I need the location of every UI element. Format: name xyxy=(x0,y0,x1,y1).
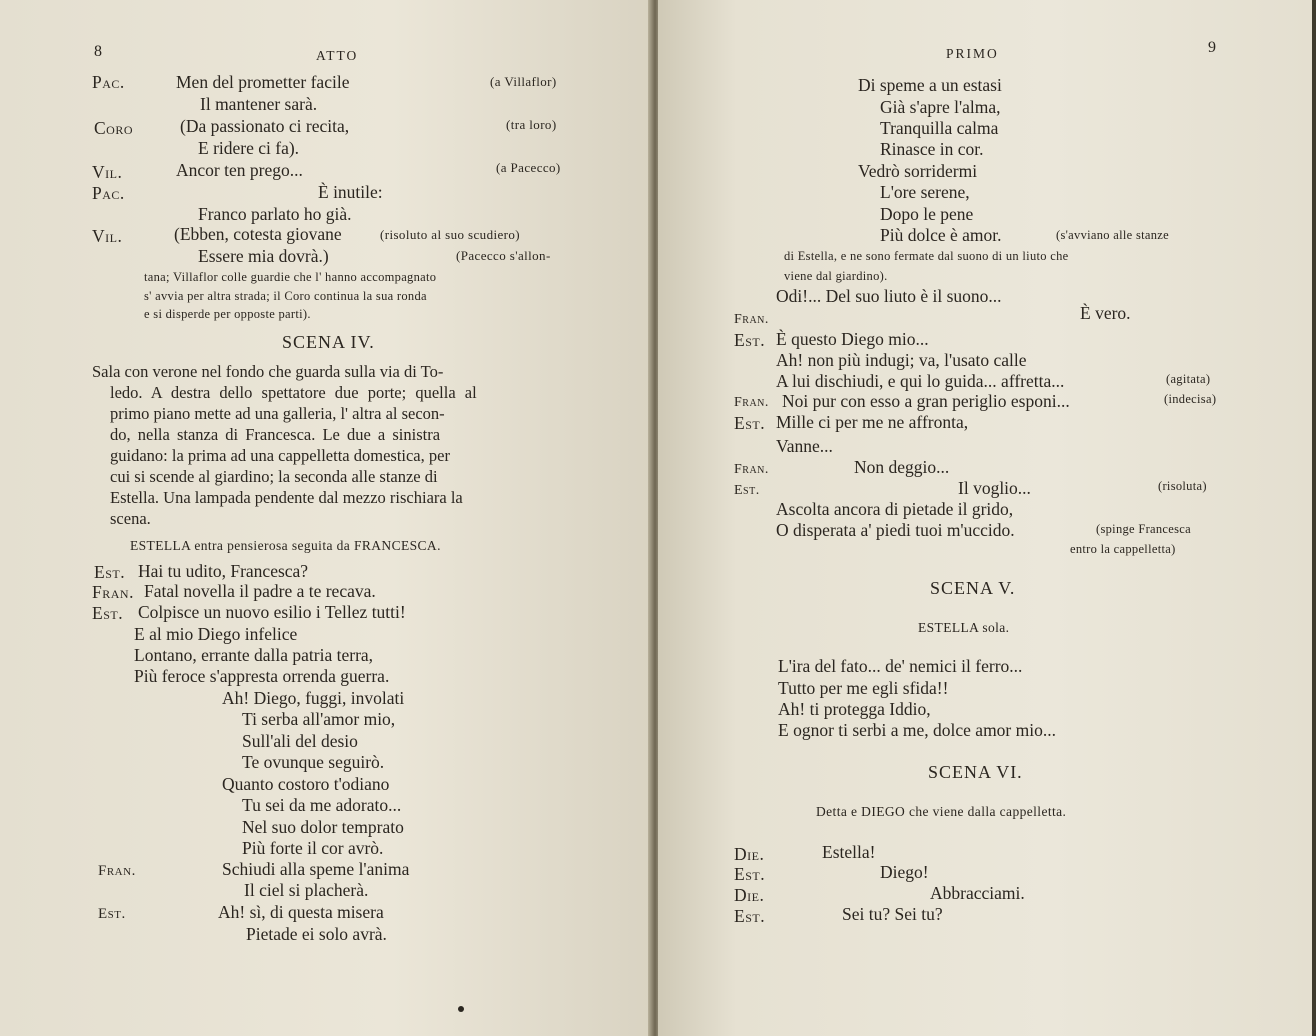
speaker-label: Fran. xyxy=(734,462,769,477)
verse-line: Il mantener sarà. xyxy=(200,94,318,114)
verse-line: Tu sei da me adorato... xyxy=(242,795,402,815)
verse-line: Tranquilla calma xyxy=(880,118,999,138)
verse-line: Sull'ali del desio xyxy=(242,731,358,751)
speaker-label: Fran. xyxy=(734,395,769,410)
verse-line: Diego! xyxy=(880,862,929,882)
speaker-label: Fran. xyxy=(92,582,134,602)
scene-title: SCENA VI. xyxy=(928,762,1023,782)
verse-line: Odi!... Del suo liuto è il suono... xyxy=(776,286,1002,306)
speaker-label: Die. xyxy=(734,844,765,864)
verse-line: Franco parlato ho già. xyxy=(198,204,352,224)
verse-line: Pietade ei solo avrà. xyxy=(246,924,387,944)
speaker-label: Est. xyxy=(734,413,766,433)
entrance-direction: Detta e DIEGO che viene dalla cappelletta. xyxy=(816,804,1067,819)
verse-line: Il voglio... xyxy=(958,478,1031,498)
verse-line: Più dolce è amor. xyxy=(880,225,1002,245)
setting-line: Sala con verone nel fondo che guarda sulla via di To- xyxy=(92,362,444,381)
right-page xyxy=(658,0,1312,1036)
setting-line: do, nella stanza di Francesca. Le due a sinistra xyxy=(110,425,441,444)
verse-line: Ancor ten prego... xyxy=(176,160,303,180)
page-number: 9 xyxy=(1208,39,1216,56)
running-head: ATTO xyxy=(316,48,359,63)
verse-line: E ridere ci fa). xyxy=(198,138,300,158)
verse-line: È questo Diego mio... xyxy=(776,329,929,349)
speaker-label: Est. xyxy=(734,864,766,884)
setting-line: cui si scende al giardino; la seconda alle stanze di xyxy=(110,467,438,486)
verse-line: Ah! non più indugi; va, l'usato calle xyxy=(776,350,1027,370)
verse-line: A lui dischiudi, e qui lo guida... affretta... xyxy=(776,371,1065,391)
speaker-label: Est. xyxy=(734,330,766,350)
verse-line: Hai tu udito, Francesca? xyxy=(138,561,309,581)
verse-line: Il ciel si placherà. xyxy=(244,880,369,900)
verse-line: Ascolta ancora di pietade il grido, xyxy=(776,499,1014,519)
verse-line: Più forte il cor avrò. xyxy=(242,838,384,858)
stage-note: (indecisa) xyxy=(1164,392,1217,406)
stage-direction-line: viene dal giardino). xyxy=(784,269,888,283)
verse-line: Schiudi alla speme l'anima xyxy=(222,859,410,879)
verse-line: Più feroce s'appresta orrenda guerra. xyxy=(134,666,390,686)
left-page xyxy=(0,0,652,1036)
stage-direction-line: tana; Villaflor colle guardie che l' hanno accompagnato xyxy=(144,270,437,284)
verse-line: (Da passionato ci recita, xyxy=(180,116,350,136)
stage-direction-line: e si disperde per opposte parti). xyxy=(144,307,311,321)
verse-line: Vedrò sorridermi xyxy=(858,161,978,181)
speaker-label: Est. xyxy=(734,906,766,926)
verse-line: Ah! Diego, fuggi, involati xyxy=(222,688,405,708)
speaker-label: Pac. xyxy=(92,183,125,203)
stage-note: (a Pacecco) xyxy=(496,160,561,175)
verse-line: L'ira del fato... de' nemici il ferro... xyxy=(778,656,1023,676)
stage-note: (tra loro) xyxy=(506,117,557,132)
stage-note: (agitata) xyxy=(1166,372,1211,386)
speaker-label: Est. xyxy=(734,483,760,498)
verse-line: E ognor ti serbi a me, dolce amor mio... xyxy=(778,720,1056,740)
verse-line: Di speme a un estasi xyxy=(858,75,1002,95)
speaker-label: Coro xyxy=(94,118,134,138)
scene-title: SCENA IV. xyxy=(282,332,375,352)
ink-speck xyxy=(458,1006,464,1012)
book-edge xyxy=(1312,0,1316,1036)
verse-line: Colpisce un nuovo esilio i Tellez tutti! xyxy=(138,602,406,622)
verse-line: È vero. xyxy=(1080,303,1131,323)
verse-line: Sei tu? Sei tu? xyxy=(842,904,943,924)
verse-line: Lontano, errante dalla patria terra, xyxy=(134,645,374,665)
verse-line: O disperata a' piedi tuoi m'uccido. xyxy=(776,520,1015,540)
verse-line: Ti serba all'amor mio, xyxy=(242,709,396,729)
entrance-direction: ESTELLA sola. xyxy=(918,620,1010,635)
stage-direction-line: s' avvia per altra strada; il Coro continua la sua ronda xyxy=(144,289,427,303)
stage-note: (Pacecco s'allon- xyxy=(456,248,551,263)
stage-note: entro la cappelletta) xyxy=(1070,542,1176,556)
verse-line: Ah! sì, di questa misera xyxy=(218,902,384,922)
verse-line: Noi pur con esso a gran periglio esponi... xyxy=(782,391,1070,411)
page-number: 8 xyxy=(94,43,102,60)
running-head: PRIMO xyxy=(946,46,999,61)
setting-line: Estella. Una lampada pendente dal mezzo rischiara la xyxy=(110,488,463,507)
speaker-label: Est. xyxy=(94,562,126,582)
setting-line: primo piano mette ad una galleria, l' altra al secon- xyxy=(110,404,445,423)
verse-line: Mille ci per me ne affronta, xyxy=(776,412,969,432)
stage-note: (risoluto al suo scudiero) xyxy=(380,227,521,242)
speaker-label: Vil. xyxy=(92,162,123,182)
setting-line: ledo. A destra dello spettatore due porte; quella al xyxy=(110,383,477,402)
verse-line: Vanne... xyxy=(776,436,833,456)
verse-line: E al mio Diego infelice xyxy=(134,624,298,644)
speaker-label: Fran. xyxy=(98,863,136,879)
stage-direction-line: di Estella, e ne sono fermate dal suono di un liuto che xyxy=(784,249,1069,263)
verse-line: L'ore serene, xyxy=(880,182,970,202)
stage-note: (s'avviano alle stanze xyxy=(1056,228,1169,242)
speaker-label: Pac. xyxy=(92,72,125,92)
speaker-label: Vil. xyxy=(92,226,123,246)
speaker-label: Fran. xyxy=(734,312,769,327)
verse-line: Quanto costoro t'odiano xyxy=(222,774,390,794)
setting-line: scena. xyxy=(110,509,151,528)
stage-note: (spinge Francesca xyxy=(1096,522,1191,536)
verse-line: Te ovunque seguirò. xyxy=(242,752,385,772)
verse-line: Essere mia dovrà.) xyxy=(198,246,329,266)
speaker-label: Die. xyxy=(734,885,765,905)
speaker-label: Est. xyxy=(98,906,126,922)
verse-line: Men del prometter facile xyxy=(176,72,350,92)
verse-line: Tutto per me egli sfida!! xyxy=(778,678,949,698)
verse-line: Dopo le pene xyxy=(880,204,974,224)
scene-title: SCENA V. xyxy=(930,578,1016,598)
verse-line: Abbracciami. xyxy=(930,883,1025,903)
entrance-direction: ESTELLA entra pensierosa seguita da FRANCESCA. xyxy=(130,538,441,553)
stage-note: (a Villaflor) xyxy=(490,74,557,89)
stage-note: (risoluta) xyxy=(1158,479,1207,493)
verse-line: Già s'apre l'alma, xyxy=(880,97,1001,117)
verse-line: Fatal novella il padre a te recava. xyxy=(144,581,376,601)
setting-line: guidano: la prima ad una cappelletta domestica, per xyxy=(110,446,450,465)
verse-line: (Ebben, cotesta giovane xyxy=(174,224,342,244)
verse-line: Estella! xyxy=(822,842,876,862)
verse-line: È inutile: xyxy=(318,182,383,202)
verse-line: Non deggio... xyxy=(854,457,950,477)
verse-line: Nel suo dolor temprato xyxy=(242,817,404,837)
verse-line: Rinasce in cor. xyxy=(880,139,984,159)
speaker-label: Est. xyxy=(92,603,124,623)
verse-line: Ah! ti protegga Iddio, xyxy=(778,699,931,719)
